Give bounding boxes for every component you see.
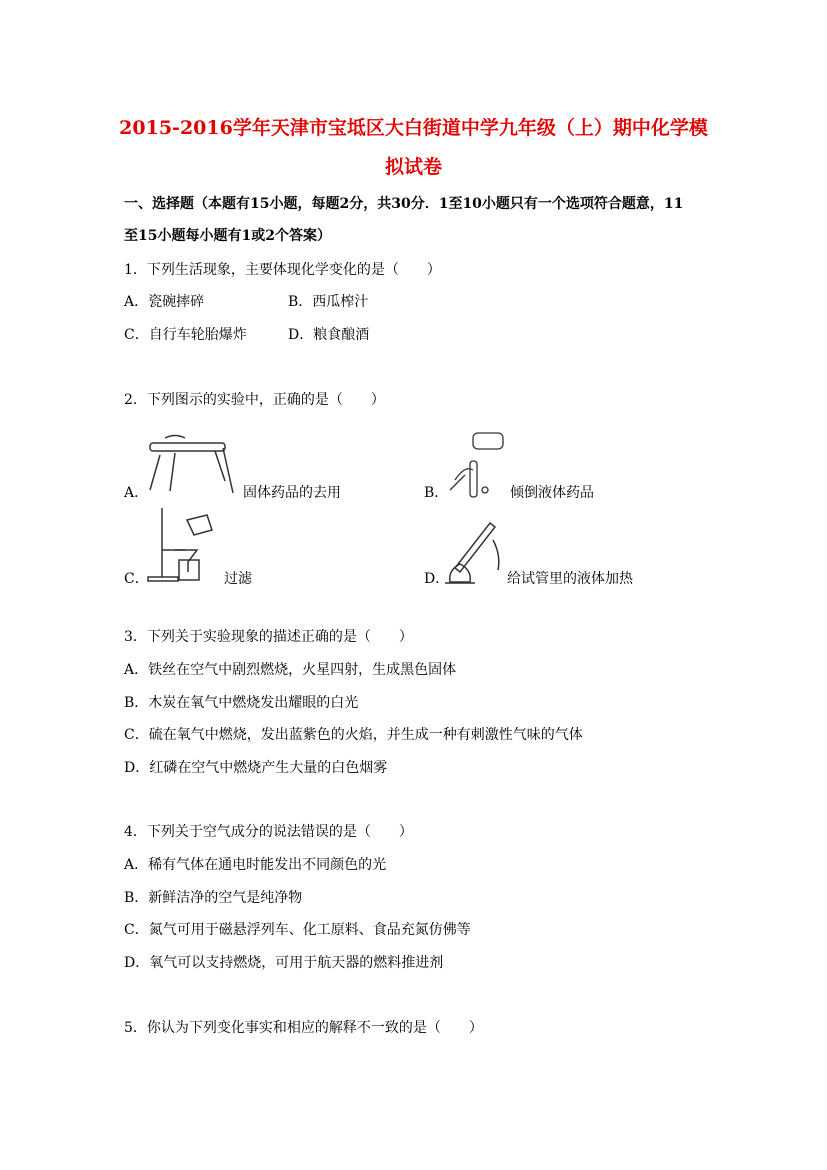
q3-option-a: A．铁丝在空气中剧烈燃烧，火星四射，生成黑色固体 [124,662,457,678]
title-line-1: 2015-2016学年天津市宝坻区大白街道中学九年级（上）期中化学模 [119,117,708,139]
q2-option-b: 倾倒液体药品 [510,485,594,501]
q1-option-a: A．瓷碗摔碎 [124,294,205,310]
q1-stem: 1．下列生活现象，主要体现化学变化的是（ ） [124,262,441,278]
q2-label-d: D． [424,571,450,587]
q3-option-b: B．木炭在氧气中燃烧发出耀眼的白光 [124,695,359,711]
filtration-figure [145,505,220,585]
q2-stem: 2．下列图示的实验中，正确的是（ ） [124,392,385,408]
q3-option-d: D．红磷在空气中燃烧产生大量的白色烟雾 [124,760,388,776]
q4-option-d: D．氧气可以支持燃烧，可用于航天器的燃料推进剂 [124,955,444,971]
q5-stem: 5．你认为下列变化事实和相应的解释不一致的是（ ） [124,1020,483,1036]
heat-liquid-figure [445,520,510,585]
solid-reagent-figure [145,433,240,498]
section-heading-cont: 至15小题每小题有1或2个答案） [124,228,331,244]
pour-liquid-figure [445,425,520,500]
q1-option-c: C．自行车轮胎爆炸 [124,327,247,343]
q3-option-c: C．硫在氧气中燃烧，发出蓝紫色的火焰，并生成一种有刺激性气味的气体 [124,727,583,743]
q4-option-b: B．新鲜洁净的空气是纯净物 [124,890,303,906]
q2-option-d: 给试管里的液体加热 [507,571,633,587]
q2-label-b: B． [424,485,449,501]
q4-stem: 4．下列关于空气成分的说法错误的是（ ） [124,824,413,840]
q2-option-c: 过滤 [224,571,252,587]
section-heading: 一、选择题（本题有15小题，每题2分，共30分．1至10小题只有一个选项符合题意，11 [124,196,684,212]
q1-option-d: D．粮食酿酒 [288,327,370,343]
q2-label-c: C． [124,571,149,587]
q4-option-a: A．稀有气体在通电时能发出不同颜色的光 [124,857,387,873]
q1-option-b: B．西瓜榨汁 [288,294,369,310]
q4-option-c: C．氮气可用于磁悬浮列车、化工原料、食品充氮仿佛等 [124,922,471,938]
title-line-2: 拟试卷 [384,156,442,178]
q2-option-a: 固体药品的去用 [243,485,341,501]
q3-stem: 3．下列关于实验现象的描述正确的是（ ） [124,629,413,645]
q2-label-a: A． [124,485,149,501]
